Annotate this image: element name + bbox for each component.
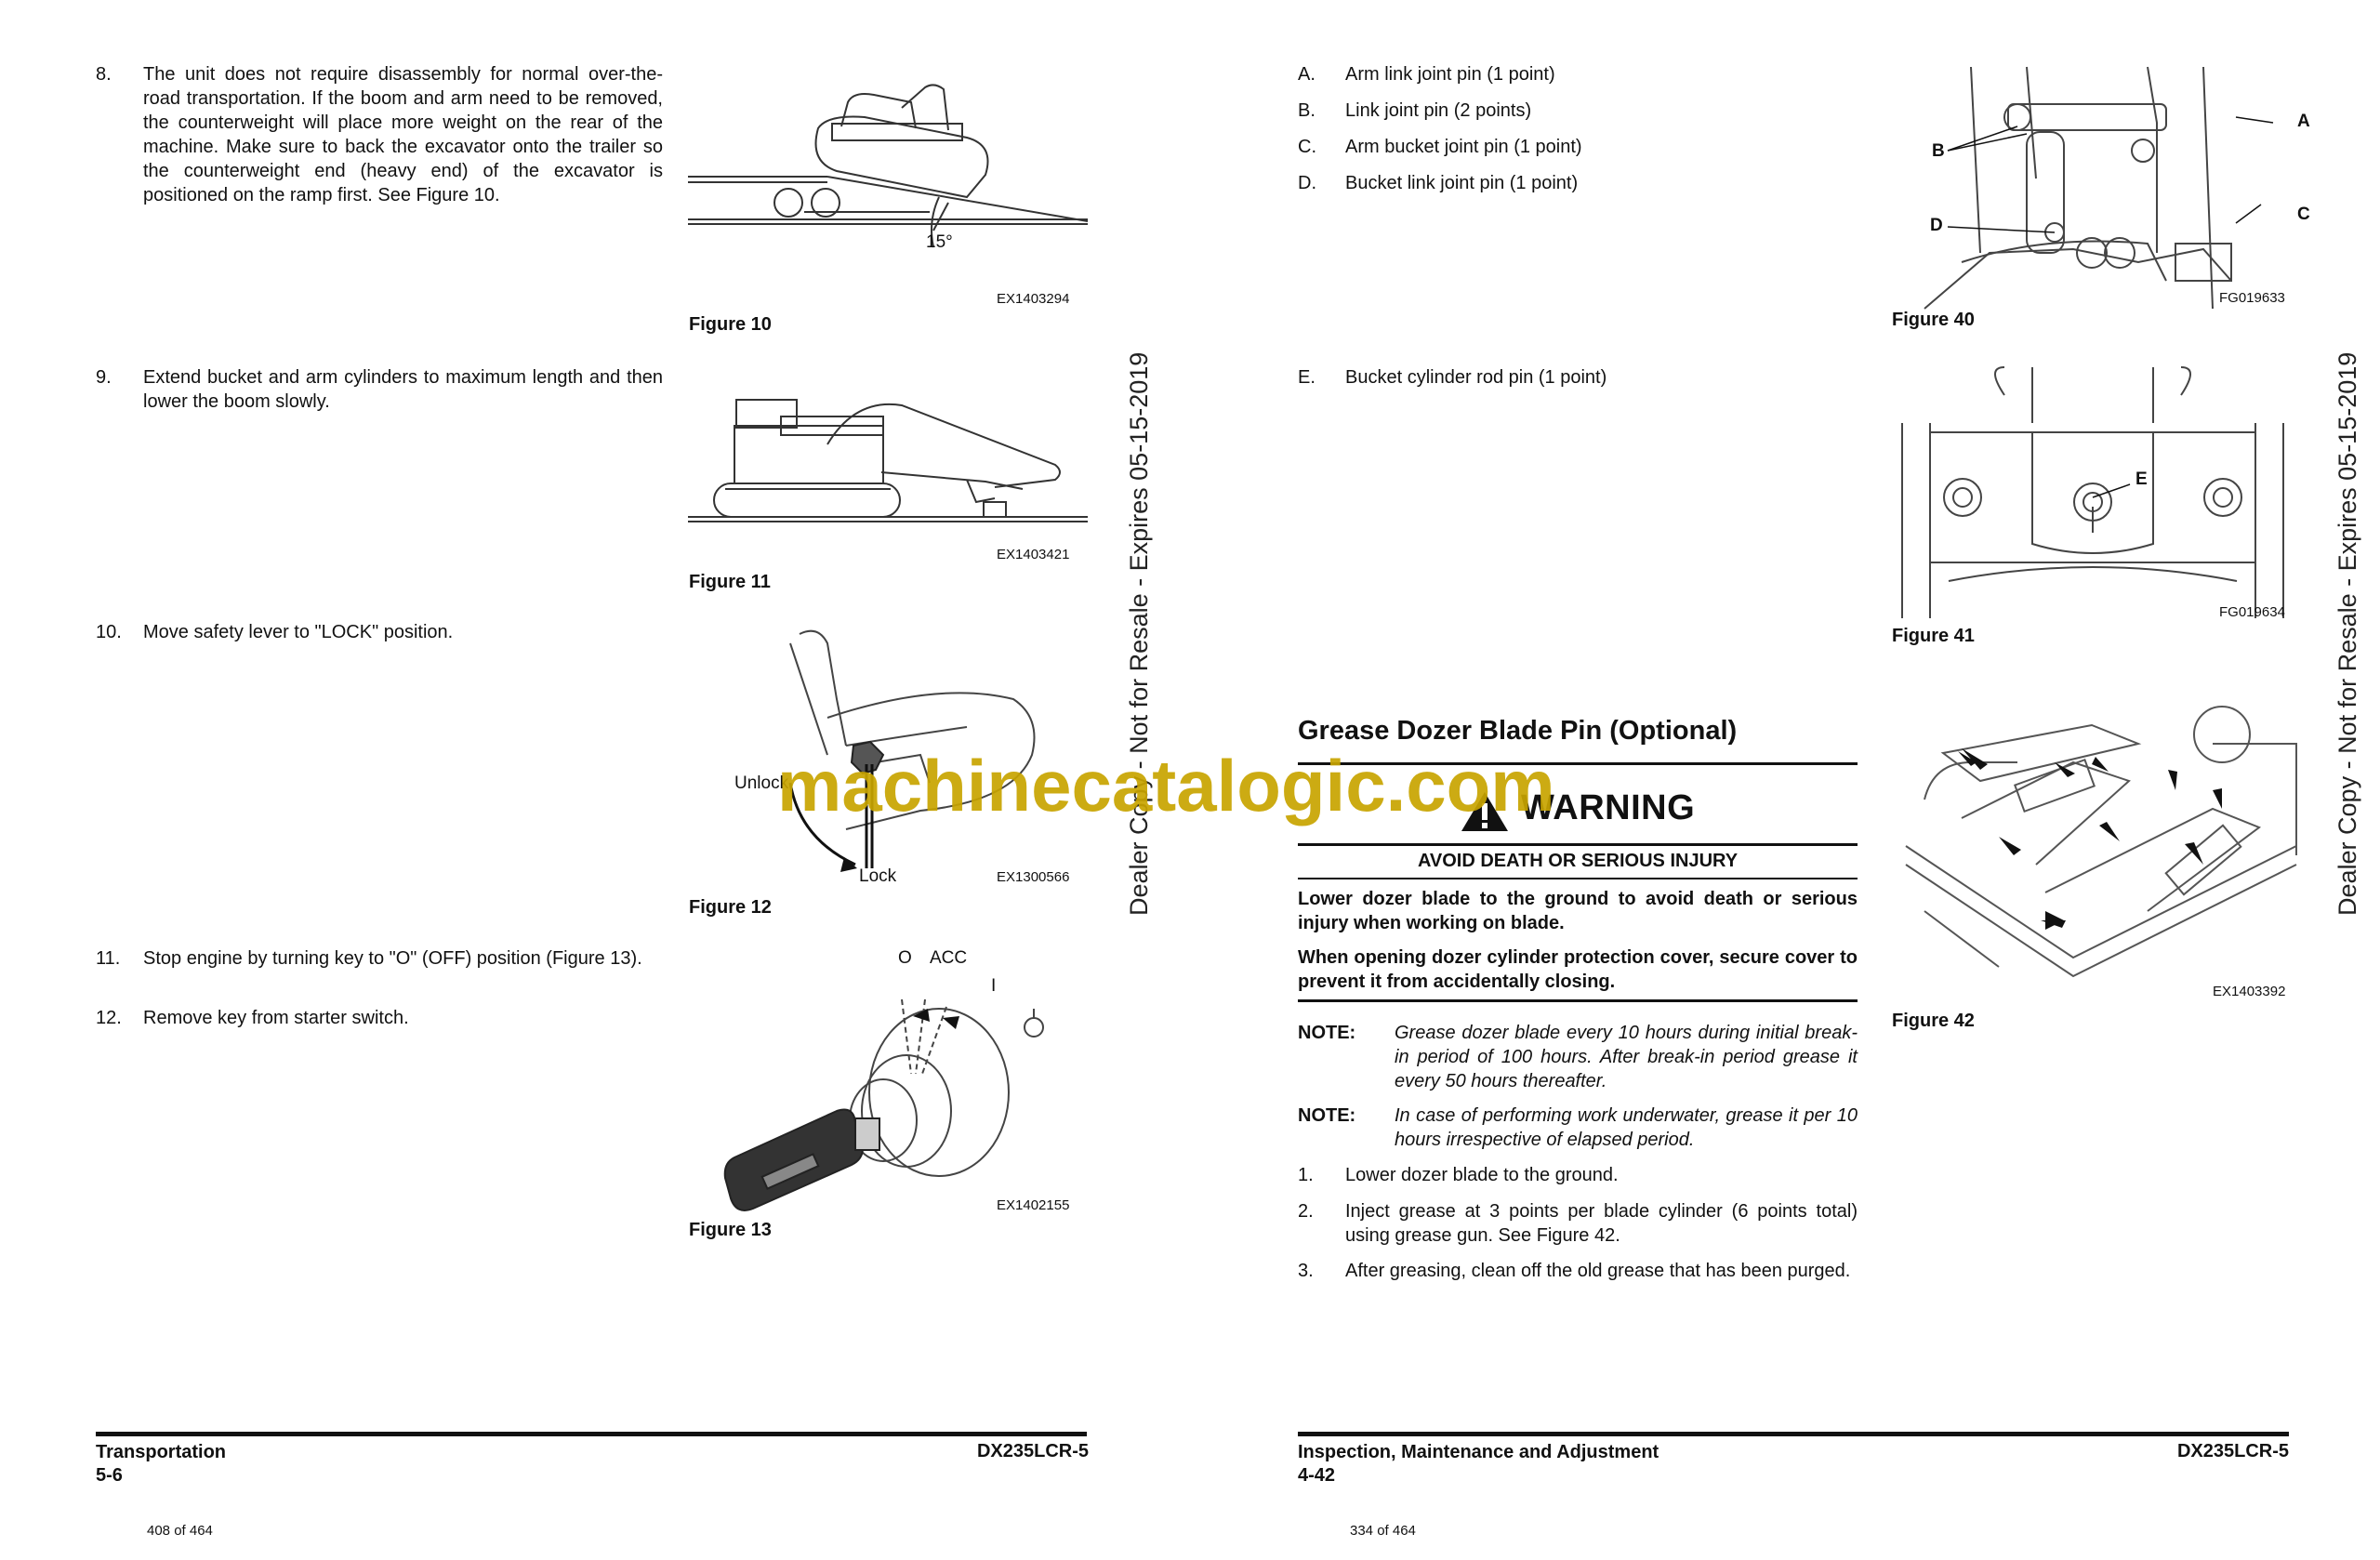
warning-rule-mid [1298,878,1858,879]
warning-rule-bottom [1298,999,1858,1002]
pin-letter: A. [1298,64,1316,85]
step-text: Inject grease at 3 points per blade cylinder (6 points total) using grease gun. See Figure 42. [1345,1201,1858,1246]
figure-12-lock-label: Lock [859,866,897,886]
step-number: 1. [1298,1165,1314,1185]
note-text: In case of performing work underwater, grease it per 10 hours irrespective of elapsed period. [1395,1105,1858,1150]
note-text: Grease dozer blade every 10 hours during initial break-in period of 100 hours. After break-in period grease it every 50 hours thereafter. [1395,1023,1858,1091]
right-footer-section [1298,1441,1659,1487]
figure-12-unlock-label: Unlock [734,773,789,793]
note-label: NOTE: [1298,1105,1356,1126]
figure-42-caption: Figure 42 [1892,1011,1975,1031]
warning-paragraph-1: Lower dozer blade to the ground to avoid death or serious injury when working on blade. [1298,889,1858,933]
warning-subtitle: AVOID DEATH OR SERIOUS INJURY [1417,851,1739,871]
pin-letter: E. [1298,367,1316,388]
figure-13-on-label: I [991,976,997,996]
left-footer-model: DX235LCR-5 [976,1441,1089,1461]
figure-40-id: FG019633 [2219,290,2285,306]
pin-text: Link joint pin (2 points) [1345,100,1532,121]
section-title: Grease Dozer Blade Pin (Optional) [1298,716,1738,746]
figure-40-label-b: B [1932,141,1945,161]
step-text: Lower dozer blade to the ground. [1345,1165,1619,1185]
step-text: After greasing, clean off the old grease that has been purged. [1345,1261,1851,1281]
figure-40-caption: Figure 40 [1892,310,1975,330]
warning-paragraph-2: When opening dozer cylinder protection cover, secure cover to prevent it from accidentally closing. [1298,947,1858,992]
right-footer-rule [1298,1432,2289,1436]
figure-10-id: EX1403294 [997,291,1070,307]
left-dealer-copy-side-text: Dealer Copy - Not for Resale - Expires 05-15-2019 [1125,351,1153,916]
pin-text: Bucket cylinder rod pin (1 point) [1345,367,1607,388]
figure-40-label-d: D [1930,216,1943,235]
figure-13-caption: Figure 13 [689,1220,772,1240]
figure-13-acc-label: ACC [930,948,968,968]
footer-page-number: 5-6 [96,1465,123,1486]
note-label: NOTE: [1298,1023,1356,1043]
right-footer-model: DX235LCR-5 [2176,1441,2289,1461]
figure-12-caption: Figure 12 [689,897,772,918]
pin-text: Bucket link joint pin (1 point) [1345,173,1579,193]
figure-41-bucket-cylinder-illustration [1893,367,2294,623]
step-number: 10. [96,622,122,642]
warning-word: WARNING [1521,788,1696,827]
footer-section-title: Transportation [96,1442,227,1462]
figure-11-id: EX1403421 [997,547,1070,562]
step-number: 12. [96,1008,122,1028]
figure-40-label-a: A [2297,112,2310,131]
pin-letter: D. [1298,173,1316,193]
figure-10-caption: Figure 10 [689,314,772,335]
step-text: Stop engine by turning key to "O" (OFF) position (Figure 13). [143,948,642,969]
figure-10-excavator-on-trailer-illustration [688,82,1088,258]
step-number: 2. [1298,1201,1314,1222]
step-text: Remove key from starter switch. [143,1008,409,1028]
footer-page-number: 4-42 [1298,1465,1336,1486]
figure-41-caption: Figure 41 [1892,626,1975,646]
left-pdf-page-count: 408 of 464 [147,1523,213,1539]
figure-10-angle-label: 15° [926,232,953,252]
figure-41-label-e: E [2135,469,2148,489]
left-footer-rule [96,1432,1087,1436]
site-watermark: machinecatalogic.com [777,745,1555,826]
figure-42-id: EX1403392 [2213,984,2286,999]
step-number: 11. [96,948,121,969]
step-number: 3. [1298,1261,1314,1281]
pin-letter: C. [1298,137,1316,157]
right-dealer-copy-side-text: Dealer Copy - Not for Resale - Expires 05-15-2019 [2334,351,2361,916]
figure-11-caption: Figure 11 [689,572,771,592]
pin-letter: B. [1298,100,1316,121]
figure-41-id: FG019634 [2219,604,2285,620]
step-number: 9. [96,367,112,388]
figure-11-lowered-boom-illustration [688,379,1088,537]
figure-12-id: EX1300566 [997,869,1070,885]
footer-section-title: Inspection, Maintenance and Adjustment [1298,1442,1659,1462]
step-text: The unit does not require disassembly for normal over-the-road transportation. If the boom and arm need to be removed, the counterweight will place more weight on the rear of the machine. Make sure to back the excavator onto the trailer so the counterweight end (heavy end) of the excavator is positioned on the ramp first. See Figure 10. [143,64,663,205]
pin-text: Arm bucket joint pin (1 point) [1345,137,1582,157]
step-text: Extend bucket and arm cylinders to maximum length and then lower the boom slowly. [143,367,663,412]
left-footer-section [96,1441,226,1487]
right-pdf-page-count: 334 of 464 [1350,1523,1416,1539]
step-text: Move safety lever to "LOCK" position. [143,622,454,642]
figure-13-id: EX1402155 [997,1197,1070,1213]
figure-13-off-label: O [898,948,912,968]
figure-42-dozer-blade-grease-points-illustration [1906,725,2296,1004]
pin-text: Arm link joint pin (1 point) [1345,64,1555,85]
step-number: 8. [96,64,112,85]
figure-40-arm-pins-illustration [1906,67,2287,309]
warning-rule-top [1298,843,1858,846]
figure-40-label-c: C [2297,205,2310,224]
figure-13-key-switch-illustration [716,962,1051,1223]
